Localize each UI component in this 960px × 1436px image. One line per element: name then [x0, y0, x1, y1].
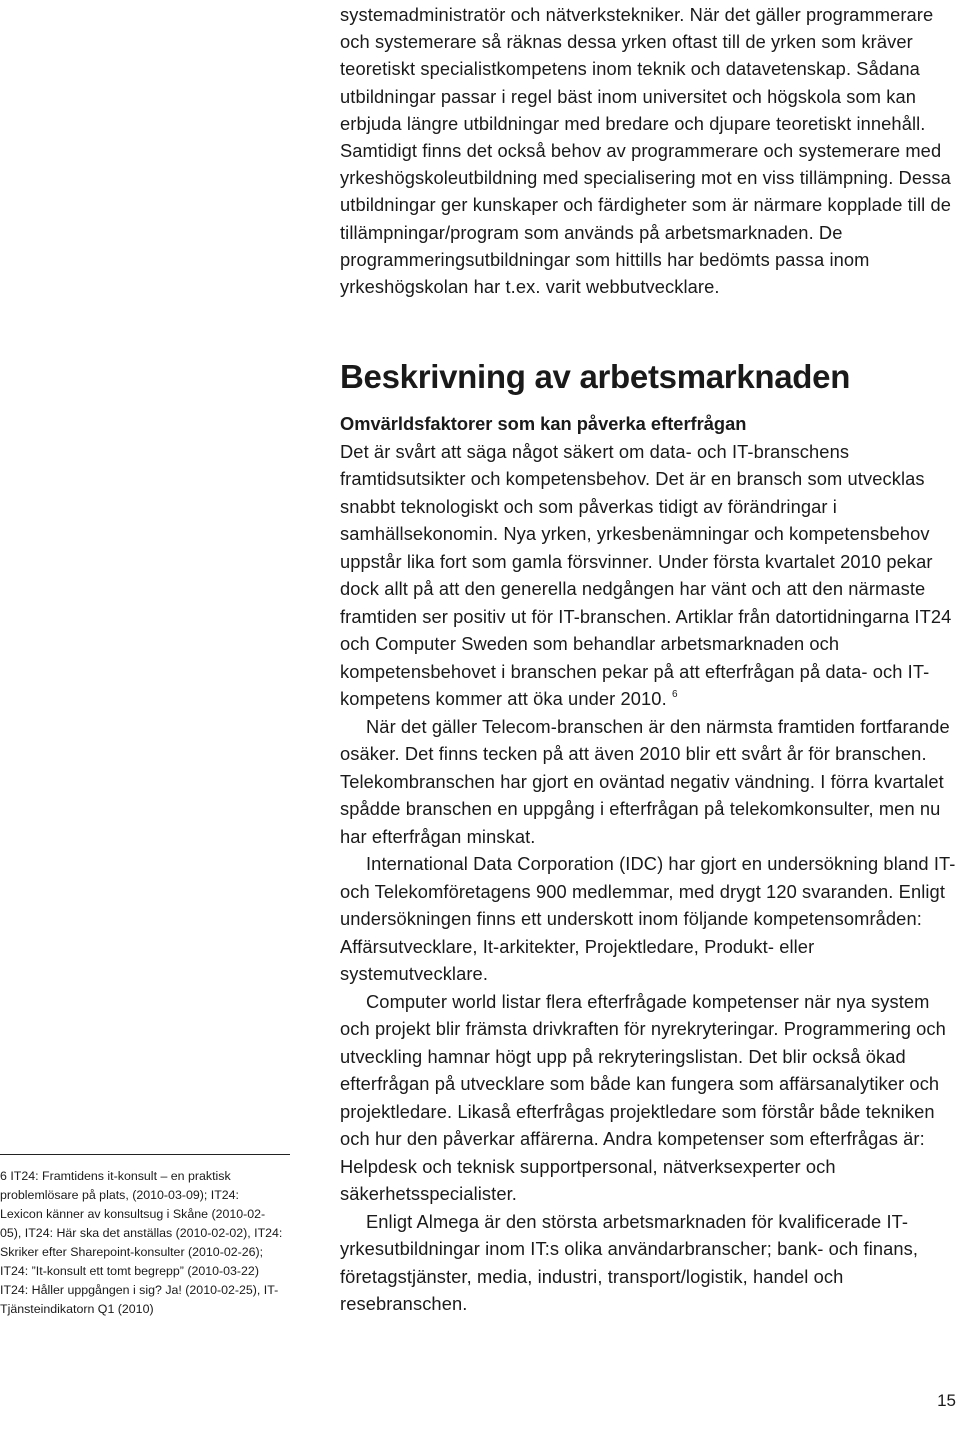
- section-paragraph-1: [340, 438, 960, 713]
- section-subheading: Omvärldsfaktorer som kan påverka efterfrågan: [340, 413, 747, 434]
- footnote-reference: 6: [671, 689, 678, 700]
- intro-column: [340, 1, 960, 300]
- market-section: [340, 410, 960, 1318]
- intro-paragraph: systemadministratör och nätverkstekniker. När det gäller programmerare och systemerare så räknas dessa yrken oftast till de yrken som kräver teoretiskt specialistkompetens inom teknik och datavetenskap. Sådana utbildningar passar i regel bäst inom universitet och högskola som kan erbjuda längre utbildningar med bredare och djupare teoretiskt innehåll. Samtidigt finns det också behov av programmerare och systemerare med yrkeshögskoleutbildning med specialisering mot en viss tillämpning. Dessa utbildningar ger kunskaper och färdigheter som är närmare kopplade till de tillämpningar/program som används på arbetsmarknaden. De programmeringsutbildningar som hittills har bedömts passa inom yrkeshögskolan har t.ex. varit webbutvecklare.: [340, 4, 952, 298]
- paragraph-1-text: Det är svårt att säga något säkert om data- och IT-branschens framtidsutsikter och kompetensbehov. Det är en bransch som utvecklas snabbt teknologiskt och som påverkas tidigt av förändringar i samhällsekonomin. Nya yrken, yrkesbenämningar och kompetensbehov uppstår lika fort som gamla försvinner. Under första kvartalet 2010 pekar dock allt på att den generella nedgången har vänt och att den närmaste framtiden ser positiv ut för IT-branschen. Artiklar från datortidningarna IT24 och Computer Sweden som behandlar arbetsmarknaden och kompetensbehovet i branschen pekar på att efterfrågan på data- och IT-kompetens kommer att öka under 2010.: [340, 440, 952, 709]
- section-paragraph-3: International Data Corporation (IDC) har gjort en undersökning bland IT- och Telekomföretagens 900 medlemmar, med drygt 120 svaranden. Enligt undersökningen finns ett underskott inom följande kompetensområden: Affärsutvecklare, It-arkitekter, Projektledare, Produkt- eller systemutvecklare.: [340, 853, 956, 984]
- footnote-text: 6 IT24: Framtidens it-konsult – en praktisk problemlösare på plats, (2010-03-09); IT24: Lexicon känner av konsultsug i Skåne (2010-02-05), IT24: Här ska det anställas (2010-02-02), IT24: Skriker efter Sharepoint-konsulter (2010-02-26); IT24: ”It-konsult ett tomt begrepp” (2010-03-22) IT24: Håller uppgången i sig? Ja! (2010-02-25), IT-Tjänsteindikatorn Q1 (2010): [0, 1169, 283, 1316]
- section-heading: Beskrivning av arbetsmarknaden: [340, 358, 851, 395]
- footnote: [0, 1154, 290, 1319]
- section-paragraph-5: Enligt Almega är den största arbetsmarknaden för kvalificerade IT-yrkesutbildningar inom IT:s olika användarbranscher; bank- och finans, företagstjänster, media, industri, transport/logistik, handel och resebranschen.: [340, 1210, 919, 1314]
- section-paragraph-4: Computer world listar flera efterfrågade kompetenser när nya system och projekt blir främsta drivkraften för nyrekryteringar. Programmering och utveckling hamnar högt upp på rekryteringslistan. Det blir också ökad efterfrågan på utvecklare som både kan fungera som affärsanalytiker och projektledare. Likaså efterfrågas projektledare som förstår både tekniken och hur den påverkar affärerna. Andra kompetenser som efterfrågas är: Helpdesk och teknisk supportpersonal, nätverksexperter och säkerhetsspecialister.: [340, 990, 946, 1204]
- page-number: 15: [937, 1391, 956, 1410]
- section-paragraph-2: När det gäller Telecom-branschen är den närmsta framtiden fortfarande osäker. Det finns tecken på att även 2010 blir ett svårt år för branschen. Telekombranschen har gjort en oväntad negativ vändning. I förra kvartalet spådde branschen en uppgång i efterfrågan på telekomkonsulter, men nu har efterfrågan minskat.: [340, 715, 950, 847]
